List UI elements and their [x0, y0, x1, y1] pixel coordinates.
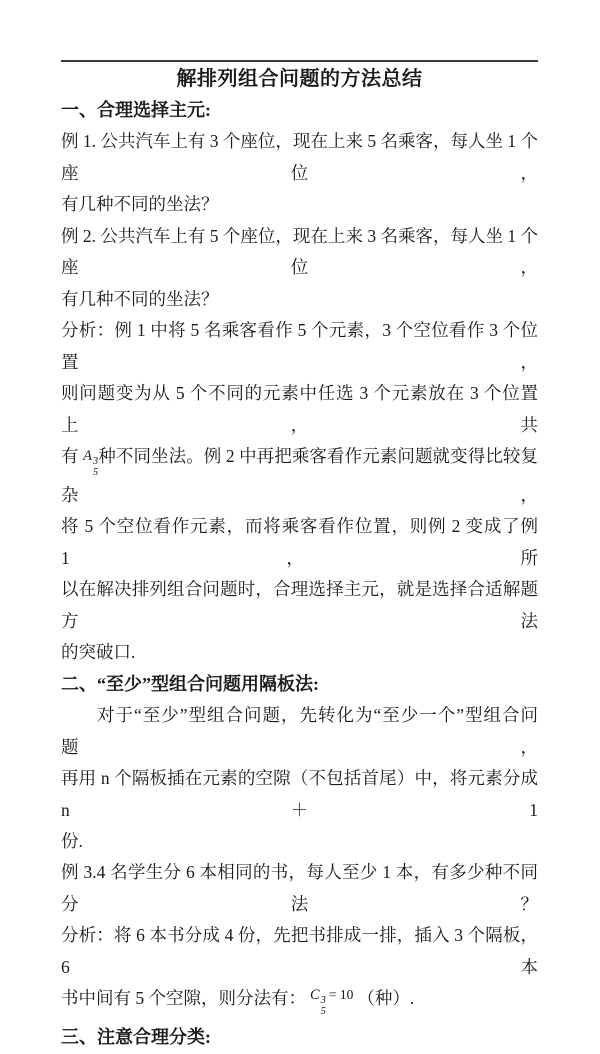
formula-subscript: 5 [320, 1006, 326, 1018]
formula-combination-c53 [310, 978, 353, 1017]
analysis-1-line-6: 的突破口. [61, 642, 136, 663]
analysis-3-line-2 [61, 983, 538, 1022]
text-run: （种）. [357, 988, 415, 1009]
analysis-1-line-5: 以在解决排列组合问题时，合理选择主元，就是选择合适解题方法 [61, 579, 538, 631]
header-rule [61, 60, 538, 62]
formula-permutation-a53 [83, 439, 98, 478]
document-title: 解排列组合问题的方法总结 [176, 68, 423, 90]
analysis-1-line-2: 则问题变为从 5 个不同的元素中任选 3 个元素放在 3 个位置上，共 [61, 383, 538, 435]
formula-superscript: 3 [320, 995, 326, 1007]
section-3-heading: 三、注意合理分类: [61, 1027, 211, 1048]
example-2-line-2: 有几种不同的坐法？ [61, 288, 219, 309]
formula-scripts [321, 995, 326, 1017]
analysis-1-line-1: 分析：例 1 中将 5 名乘客看作 5 个元素，3 个空位看作 3 个位置， [61, 320, 538, 372]
formula-base: C [310, 987, 320, 1004]
formula-scripts [93, 456, 98, 478]
text-run: 有 [61, 445, 84, 466]
example-1-line-1: 例 1. 公共汽车上有 3 个座位，现在上来 5 名乘客，每人坐 1 个座位， [61, 131, 538, 183]
section-2-heading: 二、“至少”型组合问题用隔板法: [61, 673, 319, 694]
text-run: 书中间有 5 个空隙，则分法有： [61, 988, 306, 1009]
example-1-line-2: 有几种不同的坐法？ [61, 194, 219, 215]
analysis-1-line-3 [61, 441, 538, 511]
formula-subscript: 5 [92, 467, 99, 478]
text-run: 种不同坐法。例 2 中再把乘客看作元素问题就变得比较复杂， [61, 445, 539, 506]
analysis-1-line-4: 将 5 个空位看作元素，而将乘客看作位置，则例 2 变成了例 1，所 [61, 516, 538, 568]
example-3-line: 例 3.4 名学生分 6 本相同的书，每人至少 1 本，有多少种不同分法？ [61, 862, 538, 914]
method-2-intro-line-3: 份. [61, 831, 83, 851]
document-body [61, 95, 538, 1054]
analysis-3-line-1: 分析：将 6 本书分成 4 份，先把书排成一排，插入 3 个隔板，6 本 [61, 925, 538, 977]
example-2-line-1: 例 2. 公共汽车上有 5 个座位，现在上来 3 名乘客，每人坐 1 个座位， [61, 225, 538, 278]
method-2-intro-line-1: 对于“至少”型组合问题，先转化为“至少一个”型组合问题， [61, 705, 538, 757]
method-2-intro-line-2: 再用 n 个隔板插在元素的空隙（不包括首尾）中，将元素分成 n＋1 [61, 768, 538, 820]
formula-result: = 10 [328, 987, 354, 1003]
formula-superscript: 3 [92, 455, 99, 467]
formula-base: A [83, 447, 92, 464]
section-1-heading: 一、合理选择主元: [61, 100, 211, 120]
